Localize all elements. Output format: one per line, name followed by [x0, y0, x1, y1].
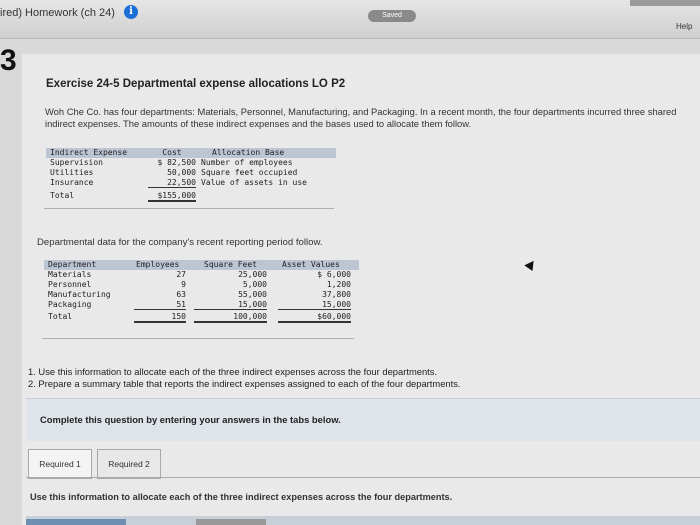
help-link[interactable]: Help [676, 22, 693, 31]
tab-required-2[interactable]: Required 2 [97, 449, 161, 479]
total-label: Total [48, 312, 73, 321]
table-row [46, 158, 336, 168]
tab-required-1[interactable]: Required 1 [28, 449, 92, 479]
top-right-strip [630, 0, 700, 6]
square-feet-value: 55,000 [238, 290, 267, 299]
table-row [44, 300, 359, 310]
exercise-title: Exercise 24-5 Departmental expense allocations LO P2 [46, 78, 346, 90]
department-intro: Departmental data for the company's recent reporting period follow. [37, 237, 323, 248]
header-square-feet: Square Feet [204, 260, 257, 269]
top-bar [0, 0, 700, 39]
complete-instruction: Complete this question by entering your answers in the tabs below. [40, 414, 341, 425]
expense-cost: 22,500 [148, 178, 196, 188]
total-employees: 150 [134, 312, 186, 323]
homework-title[interactable]: ired) Homework (ch 24) [0, 7, 115, 19]
square-feet-value: 5,000 [242, 280, 267, 289]
employees-value: 9 [181, 280, 186, 289]
indirect-expense-table [46, 148, 336, 201]
instructions [28, 366, 461, 390]
exercise-intro: Woh Che Co. has four departments: Materials, Personnel, Manufacturing, and Packaging. In a recent month, the four departments incurred three shared indirect expenses. The amounts of these indirect expenses and the bases used to allocate them follow. [45, 106, 677, 129]
expense-name: Utilities [50, 168, 94, 177]
department-data-table [44, 260, 359, 322]
expense-cost: $ 82,500 [157, 158, 196, 167]
square-feet-value: 15,000 [194, 300, 267, 310]
header-department: Department [48, 260, 97, 269]
table-header-fragment [196, 519, 266, 525]
table-row [44, 280, 359, 290]
department-name: Personnel [48, 280, 92, 289]
asset-value: 37,800 [322, 290, 351, 299]
employees-value: 63 [176, 290, 186, 299]
table-row [44, 270, 359, 280]
table-row [46, 168, 336, 178]
allocation-base: Number of employees [201, 158, 293, 167]
header-indirect-expense: Indirect Expense [50, 148, 128, 157]
department-name: Manufacturing [48, 290, 111, 299]
divider [44, 208, 334, 209]
total-asset-values: $60,000 [278, 312, 351, 323]
instruction-item: 2. Prepare a summary table that reports the indirect expenses assigned to each of the four departments. [28, 378, 461, 389]
asset-value: 15,000 [278, 300, 351, 310]
table-header-fragment [26, 519, 126, 525]
divider [42, 338, 354, 339]
instruction-item: 1. Use this information to allocate each of the three indirect expenses across the four departments. [28, 366, 438, 377]
info-icon[interactable]: i [124, 5, 138, 19]
header-asset-values: Asset Values [282, 260, 340, 269]
question-number: 3 [0, 44, 17, 77]
header-employees: Employees [136, 260, 180, 269]
table-total-row [44, 312, 359, 322]
table-row [44, 290, 359, 300]
table-row [46, 178, 336, 188]
asset-value: $ 6,000 [317, 270, 351, 279]
header-cost: Cost [162, 148, 182, 157]
table-header-row [44, 260, 359, 270]
expense-name: Supervision [50, 158, 103, 167]
bottom-table-strip [26, 516, 700, 525]
header-allocation-base: Allocation Base [212, 148, 285, 157]
total-cost: $155,000 [148, 191, 196, 202]
employees-value: 51 [134, 300, 186, 310]
tab-panel-instruction: Use this information to allocate each of the three indirect expenses across the four departments. [30, 492, 453, 502]
total-label: Total [50, 191, 75, 200]
saved-status-badge: Saved [368, 10, 416, 22]
department-name: Packaging [48, 300, 92, 309]
allocation-base: Value of assets in use [201, 178, 307, 187]
allocation-base: Square feet occupied [201, 168, 298, 177]
table-header-row [46, 148, 336, 158]
asset-value: 1,200 [326, 280, 351, 289]
total-square-feet: 100,000 [194, 312, 267, 323]
expense-cost: 50,000 [167, 168, 196, 177]
table-total-row [46, 191, 336, 201]
department-name: Materials [48, 270, 92, 279]
square-feet-value: 25,000 [238, 270, 267, 279]
divider [26, 477, 700, 478]
expense-name: Insurance [50, 178, 94, 187]
employees-value: 27 [176, 270, 186, 279]
